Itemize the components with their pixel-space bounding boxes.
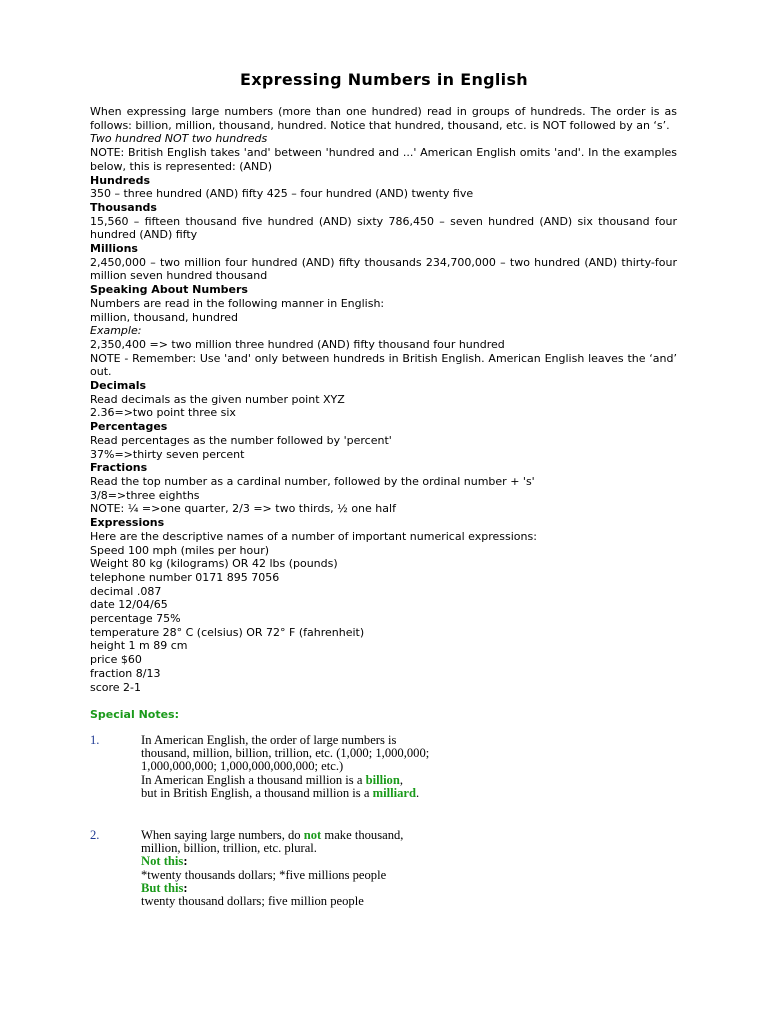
section-heading-hundreds: Hundreds — [90, 173, 151, 187]
section-heading-thousands: Thousands — [90, 200, 157, 214]
note-line: thousand, million, billion, trillion, etc. (1,000; 1,000,000; — [141, 746, 430, 761]
speaking-example: 2,350,400 => two million three hundred (AND) fifty thousand four hundred — [90, 337, 505, 351]
note-text: but in British English, a thousand million is a — [141, 785, 373, 800]
expressions-intro: Here are the descriptive names of a number of important numerical expressions: — [90, 529, 537, 543]
percentages-line-1: Read percentages as the number followed by 'percent' — [90, 433, 392, 447]
highlight-milliard: milliard — [372, 785, 416, 800]
expression-item: decimal .087 — [90, 584, 162, 598]
note-number: 1. — [90, 733, 100, 747]
millions-text: 2,450,000 – two million four hundred (AND) fifty thousands 234,700,000 – two hundred (AND) thirty-four million seven hundred thousand — [90, 255, 677, 283]
percentages-line-2: 37%=>thirty seven percent — [90, 447, 245, 461]
label-not-this: Not this — [141, 854, 184, 869]
section-heading-decimals: Decimals — [90, 379, 147, 393]
label-but-this: But this — [141, 880, 184, 895]
expression-item: temperature 28° C (celsius) OR 72° F (fahrenheit) — [90, 625, 365, 639]
special-note-2 — [90, 829, 677, 908]
hundreds-text: 350 – three hundred (AND) fifty 425 – four hundred (AND) twenty five — [90, 187, 474, 201]
highlight-billion: billion — [365, 772, 400, 787]
expression-item: fraction 8/13 — [90, 666, 161, 680]
expression-item: telephone number 0171 895 7056 — [90, 570, 280, 584]
section-heading-speaking: Speaking About Numbers — [90, 283, 248, 297]
section-heading-expressions: Expressions — [90, 516, 165, 530]
expression-item: percentage 75% — [90, 612, 181, 626]
note-line: *twenty thousands dollars; *five millions people — [141, 867, 387, 882]
decimals-line-2: 2.36=>two point three six — [90, 406, 236, 420]
note-line: million, billion, trillion, etc. plural. — [141, 841, 317, 856]
special-notes-heading: Special Notes: — [90, 707, 179, 721]
note-text: , — [399, 772, 404, 787]
section-heading-millions: Millions — [90, 242, 138, 256]
note-line — [141, 787, 677, 800]
note-line — [141, 855, 677, 868]
fractions-line-3: NOTE: ¼ =>one quarter, 2/3 => two thirds, ½ one half — [90, 502, 396, 516]
label-colon: : — [183, 854, 188, 869]
note-text: When saying large numbers, do — [141, 828, 304, 843]
note-text: In American English a thousand million is a — [141, 772, 366, 787]
section-heading-percentages: Percentages — [90, 420, 168, 434]
note-text: . — [415, 785, 420, 800]
speaking-note: NOTE - Remember: Use 'and' only between hundreds in British English. American English leaves the ‘and’ out. — [90, 351, 677, 379]
label-colon: : — [183, 880, 188, 895]
intro-paragraph: When expressing large numbers (more than one hundred) read in groups of hundreds. The order is as follows: billion, million, thousand, hundred. Notice that hundred, thousand, etc. is NOT followed by an ‘s’. — [90, 105, 677, 132]
fractions-line-1: Read the top number as a cardinal number, followed by the ordinal number + 's' — [90, 474, 535, 488]
speaking-line-2: million, thousand, hundred — [90, 310, 238, 324]
expression-item: date 12/04/65 — [90, 598, 168, 612]
intro-note: NOTE: British English takes 'and' between 'hundred and ...' American English omits 'and'. In the examples below, this is represented: (AND) — [90, 146, 677, 173]
expression-item: Speed 100 mph (miles per hour) — [90, 543, 270, 557]
intro-example: Two hundred NOT two hundreds — [90, 132, 268, 146]
note-line: In American English, the order of large numbers is — [141, 733, 397, 747]
expression-item: Weight 80 kg (kilograms) OR 42 lbs (pounds) — [90, 557, 338, 571]
note-line: twenty thousand dollars; five million people — [141, 894, 364, 909]
note-number: 2. — [90, 828, 100, 843]
note-line: 1,000,000,000; 1,000,000,000,000; etc.) — [141, 759, 344, 774]
highlight-not: not — [303, 828, 322, 843]
document-body — [90, 105, 677, 722]
thousands-text: 15,560 – fifteen thousand five hundred (AND) sixty 786,450 – seven hundred (AND) six thousand four hundred (AND) fifty — [90, 214, 677, 242]
expression-item: price $60 — [90, 653, 142, 667]
expression-item: height 1 m 89 cm — [90, 639, 188, 653]
expression-item: score 2-1 — [90, 680, 142, 694]
page-title: Expressing Numbers in English — [240, 70, 528, 89]
special-note-1 — [90, 734, 677, 800]
speaking-line-1: Numbers are read in the following manner in English: — [90, 296, 385, 310]
decimals-line-1: Read decimals as the given number point XYZ — [90, 392, 345, 406]
section-heading-fractions: Fractions — [90, 461, 148, 475]
speaking-example-label: Example: — [90, 324, 142, 338]
special-notes-list — [90, 734, 677, 908]
fractions-line-2: 3/8=>three eighths — [90, 488, 200, 502]
note-text: make thousand, — [321, 828, 404, 843]
spacer — [90, 694, 677, 708]
